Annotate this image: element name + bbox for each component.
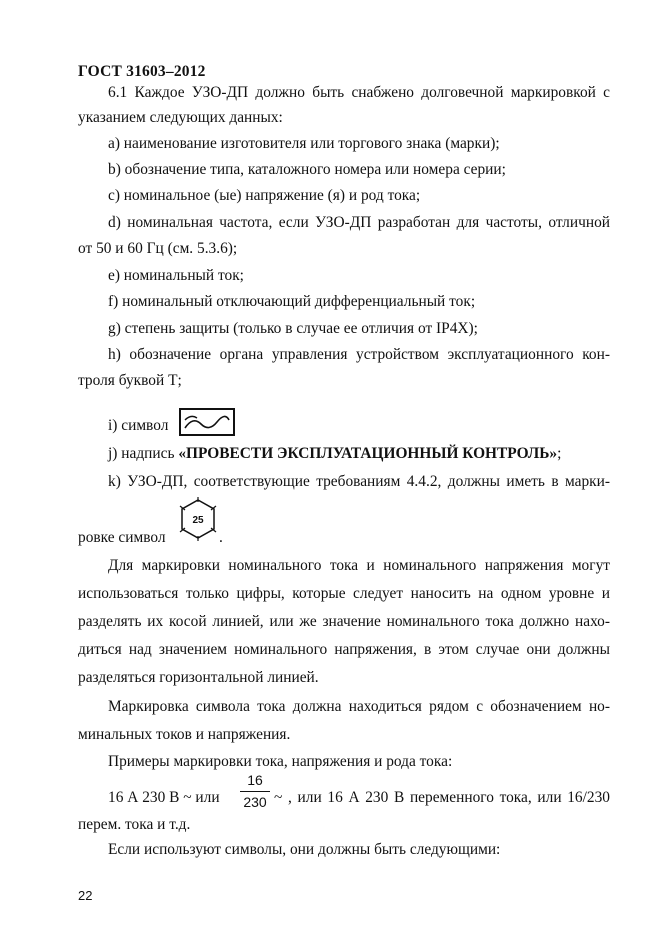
para-3: Примеры маркировки тока, напряжения и рода тока:	[108, 753, 453, 770]
item-f: f) номинальный отключающий дифференциальный ток;	[108, 293, 476, 310]
item-k-line-1: k) УЗО-ДП, соответствующие требованиям 4.4.2, должны иметь в марки-	[108, 473, 610, 490]
fraction-bar	[240, 791, 270, 792]
item-j-prefix: j) надпись	[108, 445, 179, 462]
fraction-denominator: 230	[243, 794, 267, 810]
item-k-line-2	[78, 528, 610, 548]
item-k-end: .	[219, 529, 223, 546]
test-device-symbol-icon	[179, 408, 235, 436]
hex-symbol-label: 25	[192, 515, 204, 526]
para-1-line-5: разделяться горизонтальной линией.	[78, 669, 319, 686]
para-1-line-2: использоваться только цифры, которые следует наносить на одном уровне и	[78, 585, 610, 602]
item-b: b) обозначение типа, каталожного номера или номера серии;	[108, 161, 506, 178]
para-1-line-3: разделять их косой линией, или же значение номинального тока должно нахо-	[78, 613, 610, 630]
clause-6-1-line-2: указанием следующих данных:	[78, 109, 283, 126]
para-2-line-2: минальных токов и напряжения.	[78, 726, 291, 743]
item-c: c) номинальное (ые) напряжение (я) и род тока;	[108, 187, 421, 204]
item-k-line-2-text: ровке символ	[78, 529, 166, 546]
standard-header: ГОСТ 31603–2012	[78, 63, 206, 80]
para-1-line-4: диться над значением номинального напряжения, в этом случае они должны	[78, 641, 610, 658]
item-h-line-1: h) обозначение органа управления устройством эксплуатационного кон-	[108, 346, 610, 363]
example-line-2: перем. тока и т.д.	[78, 816, 191, 833]
item-d-line-2: от 50 и 60 Гц (см. 5.3.6);	[78, 240, 238, 257]
para-2-line-1: Маркировка символа тока должна находиться рядом с обозначением но-	[108, 698, 610, 715]
example-part-2: ~ , или 16 А 230 В переменного тока, или 16/230	[274, 789, 610, 806]
item-g: g) степень защиты (только в случае ее отличия от IP4X);	[108, 320, 478, 337]
item-i-text: i) символ	[108, 417, 169, 434]
item-j-suffix: ;	[557, 445, 562, 462]
para-4: Если используют символы, они должны быть следующими:	[108, 841, 501, 858]
para-1-line-1: Для маркировки номинального тока и номинального напряжения могут	[108, 557, 610, 574]
item-d-line-1: d) номинальная частота, если УЗО-ДП разработан для частоты, отличной	[108, 214, 610, 231]
fraction-numerator: 16	[247, 772, 263, 788]
clause-6-1-line-1: 6.1 Каждое УЗО-ДП должно быть снабжено долговечной маркировкой с	[108, 84, 610, 101]
example-part-1: 16 А 230 В ~ или	[108, 789, 220, 806]
item-h-line-2: троля буквой Т;	[78, 372, 182, 389]
temperature-hexagon-icon	[178, 497, 218, 541]
item-e: e) номинальный ток;	[108, 267, 244, 284]
item-j	[108, 444, 610, 464]
item-a: a) наименование изготовителя или торгового знака (марки);	[108, 135, 500, 152]
item-j-inscription: «ПРОВЕСТИ ЭКСПЛУАТАЦИОННЫЙ КОНТРОЛЬ»	[178, 445, 558, 462]
page-number: 22	[78, 888, 93, 903]
